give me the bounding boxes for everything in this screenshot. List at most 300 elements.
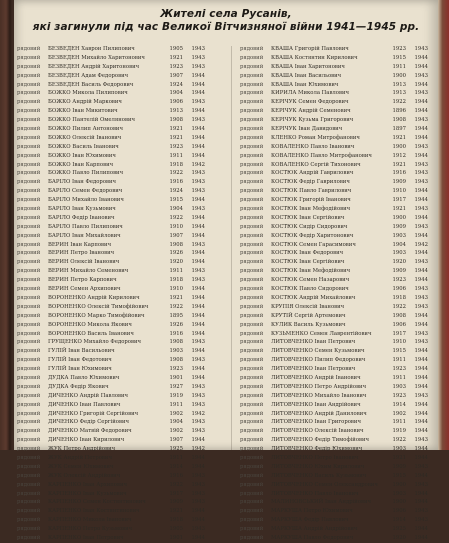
death-year: 1943	[414, 286, 428, 293]
death-year: 1943	[191, 268, 205, 275]
rank: рядовий	[17, 374, 41, 381]
name: ДИЧЕНКО Федір Сергійович	[48, 419, 129, 426]
name: КОСТЮК Федір Гаврилович	[271, 179, 350, 186]
birth-year: 1900	[392, 499, 406, 506]
death-year: 1944	[414, 401, 428, 408]
name: КОВАЛЕНКО Сергій Тихонович	[271, 161, 361, 168]
list-item	[17, 63, 207, 72]
list-item	[240, 285, 430, 294]
birth-year: 1902	[392, 410, 406, 417]
death-year: 1943	[414, 117, 428, 124]
rank: рядовий	[17, 90, 41, 97]
list-item	[240, 241, 430, 250]
rank: рядовий	[240, 117, 264, 124]
rank: рядовий	[17, 161, 41, 168]
rank: рядовий	[17, 277, 41, 284]
list-item	[17, 134, 207, 143]
rank: рядовий	[17, 517, 41, 524]
list-item	[240, 463, 430, 472]
death-year: 1944	[191, 366, 205, 373]
name: КАРПЕНКО Семен Костянтинович	[48, 499, 146, 506]
birth-year: 1910	[169, 286, 183, 293]
name: КОСТЮК Сидір Сидорович	[271, 223, 348, 230]
death-year: 1944	[191, 312, 205, 319]
death-year: 1943	[414, 294, 428, 301]
death-year: 1943	[191, 117, 205, 124]
birth-year: 1911	[169, 454, 183, 461]
rank: рядовий	[240, 197, 264, 204]
rank: рядовий	[240, 472, 264, 479]
death-year: 1944	[191, 374, 205, 381]
death-year: 1944	[191, 259, 205, 266]
name: КВАША Григорій Павлович	[271, 46, 349, 52]
birth-year: 1900	[392, 481, 406, 488]
birth-year: 1923	[392, 277, 406, 284]
name: БОЖКО Олексій Іванович	[48, 134, 122, 141]
death-year: 1944	[414, 526, 428, 533]
list-item	[17, 152, 207, 161]
death-year: 1944	[191, 134, 205, 141]
death-year: 1944	[414, 321, 428, 328]
death-year: 1942	[191, 410, 205, 417]
list-item	[17, 294, 207, 303]
death-year: 1944	[191, 214, 205, 221]
list-item	[17, 196, 207, 205]
rank: рядовий	[17, 508, 41, 515]
name: ЛИТОВЧЕНКО Петро Андрійович	[271, 383, 367, 390]
birth-year: 1906	[392, 286, 406, 293]
birth-year: 1903	[169, 348, 183, 355]
page-title-line-2: які загинули під час Великої Вітчизняної війни 1941—1945 рр.	[32, 21, 420, 33]
list-item	[17, 507, 207, 516]
birth-year: 1925	[392, 526, 406, 533]
death-year: 1944	[191, 197, 205, 204]
birth-year: 1903	[392, 490, 406, 497]
list-item	[240, 161, 430, 170]
rank: рядовий	[240, 303, 264, 310]
birth-year: 1901	[169, 534, 183, 541]
death-year: 1944	[414, 214, 428, 221]
rank: рядовий	[17, 117, 41, 124]
list-item	[240, 232, 430, 241]
birth-year: 1902	[169, 428, 183, 435]
death-year: 1943	[414, 437, 428, 444]
death-year: 1944	[414, 312, 428, 319]
name: ДУДКА Павло Юхимович	[48, 374, 120, 381]
name: КОСТЮК Іван Сергійович	[271, 259, 345, 266]
list-item	[240, 330, 430, 339]
list-item	[240, 134, 430, 143]
list-item	[240, 427, 430, 436]
birth-year: 1901	[169, 374, 183, 381]
name: КАРПЕНКО Іван Петрович	[48, 534, 124, 541]
list-item	[17, 427, 207, 436]
birth-year: 1921	[169, 54, 183, 61]
rank: рядовий	[17, 108, 41, 115]
list-item	[17, 89, 207, 98]
list-item	[17, 392, 207, 401]
rank: рядовий	[240, 437, 264, 444]
list-item	[17, 276, 207, 285]
birth-year: 1916	[392, 170, 406, 177]
list-item	[17, 72, 207, 81]
name: БАРІЛО Федір Іванович	[48, 214, 115, 221]
birth-year: 1920	[392, 259, 406, 266]
death-year: 1943	[414, 508, 428, 515]
birth-year: 1900	[392, 72, 406, 79]
list-item	[17, 54, 207, 63]
death-year: 1944	[414, 419, 428, 426]
name: КЕРІЧУК Андрій Семенович	[271, 108, 351, 115]
birth-year: 1914	[392, 401, 406, 408]
birth-year: 1920	[392, 534, 406, 541]
death-year: 1942	[191, 446, 205, 453]
name: ВЕРИН Петро Іванович	[48, 250, 115, 257]
list-item	[17, 285, 207, 294]
rank: рядовий	[240, 179, 264, 186]
rank: рядовий	[17, 188, 41, 195]
rank: рядовий	[240, 81, 264, 88]
death-year: 1943	[191, 401, 205, 408]
name: ВОРОНЕНКО Микола Якович	[48, 321, 132, 328]
birth-year: 1914	[169, 463, 183, 470]
death-year: 1944	[191, 250, 205, 257]
death-year: 1943	[191, 277, 205, 284]
name: ЛИТОВЧЕНКО Петро Іванович	[271, 454, 359, 461]
rank: рядовий	[240, 410, 264, 417]
name: ДИЧЕНКО Іван Кирилович	[48, 437, 125, 444]
rank: рядовий	[240, 46, 264, 52]
name: БОЖКО Микола Пилипович	[48, 90, 128, 97]
name: БАРІЛО Михайло Іванович	[48, 197, 124, 204]
rank: рядовий	[17, 223, 41, 230]
death-year: 1943	[414, 143, 428, 150]
birth-year: 1909	[392, 463, 406, 470]
name: МАЛИНОВСЬКИЙ Іван Андрійович	[271, 499, 372, 506]
list-item	[240, 178, 430, 187]
rank: рядовий	[17, 54, 41, 61]
rank: рядовий	[17, 419, 41, 426]
name: БОЖКО Василь Іванович	[48, 143, 119, 150]
rank: рядовий	[240, 463, 264, 470]
death-year: 1944	[191, 286, 205, 293]
rank: рядовий	[17, 214, 41, 221]
death-year: 1943	[191, 339, 205, 346]
death-year: 1943	[414, 179, 428, 186]
death-year: 1943	[191, 54, 205, 61]
rank: рядовий	[240, 357, 264, 364]
rank: рядовий	[17, 303, 41, 310]
birth-year: 1919	[392, 428, 406, 435]
death-year: 1943	[414, 259, 428, 266]
name: БОЖКО Іван Карпович	[48, 161, 114, 168]
death-year: 1944	[414, 232, 428, 239]
rank: рядовий	[240, 152, 264, 159]
rank: рядовий	[17, 330, 41, 337]
rank: рядовий	[17, 437, 41, 444]
birth-year: 1922	[169, 481, 183, 488]
name: ЛИТОВЧЕНКО Семен Олександрович	[271, 481, 378, 488]
rank: рядовий	[240, 126, 264, 133]
rank: рядовий	[240, 312, 264, 319]
list-item	[240, 196, 430, 205]
name: БЕЗВЕДЕН Хаврон Пилипович	[48, 46, 135, 52]
name: КОСТЮК Федір Харитонович	[271, 232, 354, 239]
rank: рядовий	[17, 392, 41, 399]
name: БОЖКО Іван Юхимович	[48, 152, 116, 159]
name: ГРУЩЕНКО Михайло Федорович	[48, 339, 141, 346]
list-item	[17, 330, 207, 339]
list-item	[17, 143, 207, 152]
list-item	[240, 98, 430, 107]
birth-year: 1906	[169, 99, 183, 106]
rank: рядовий	[17, 321, 41, 328]
list-item	[240, 169, 430, 178]
rank: рядовий	[17, 134, 41, 141]
death-year: 1944	[414, 99, 428, 106]
death-year: 1943	[191, 392, 205, 399]
list-item	[17, 436, 207, 445]
list-item	[240, 418, 430, 427]
birth-year: 1895	[169, 312, 183, 319]
death-year: 1943	[191, 472, 205, 479]
memorial-page	[14, 0, 438, 541]
death-year: 1944	[191, 90, 205, 97]
death-year: 1944	[414, 188, 428, 195]
list-item	[17, 107, 207, 116]
list-item	[240, 338, 430, 347]
rank: рядовий	[240, 241, 264, 248]
birth-year: 1911	[392, 419, 406, 426]
rank: рядовий	[240, 63, 264, 70]
list-item	[240, 436, 430, 445]
list-item	[240, 276, 430, 285]
name: ДУДКА Федір Якович	[48, 383, 109, 390]
list-item	[240, 472, 430, 481]
rank: рядовий	[240, 72, 264, 79]
list-item	[17, 205, 207, 214]
death-year: 1943	[414, 463, 428, 470]
death-year: 1944	[191, 508, 205, 515]
death-year: 1944	[414, 197, 428, 204]
birth-year: 1922	[392, 303, 406, 310]
list-item	[240, 374, 430, 383]
list-item	[240, 81, 430, 90]
birth-year: 1910	[392, 339, 406, 346]
death-year: 1943	[191, 63, 205, 70]
rank: рядовий	[240, 161, 264, 168]
death-year: 1944	[414, 410, 428, 417]
list-item	[17, 383, 207, 392]
rank: рядовий	[240, 54, 264, 61]
death-year: 1943	[191, 481, 205, 488]
name: КАРПЕНКО Іван Костянтинович	[48, 508, 140, 515]
rank: рядовий	[240, 294, 264, 301]
birth-year: 1926	[169, 321, 183, 328]
list-item	[240, 249, 430, 258]
rank: рядовий	[17, 206, 41, 213]
birth-year: 1916	[169, 330, 183, 337]
birth-year: 1896	[392, 108, 406, 115]
death-year: 1943	[191, 46, 205, 52]
death-year: 1942	[414, 241, 428, 248]
death-year: 1944	[191, 108, 205, 115]
birth-year: 1921	[392, 454, 406, 461]
name: КОСТЮК Павло Сидорович	[271, 286, 349, 293]
name: БАРІЛО Іван Федорович	[48, 179, 117, 186]
list-item	[17, 418, 207, 427]
name: ЛИТОВЧЕНКО Семен Кузьмович	[271, 348, 365, 355]
rank: рядовий	[17, 339, 41, 346]
death-year: 1944	[191, 454, 205, 461]
rank: рядовий	[17, 357, 41, 364]
birth-year: 1911	[392, 357, 406, 364]
rank: рядовий	[17, 63, 41, 70]
death-year: 1944	[191, 81, 205, 88]
list-item	[17, 525, 207, 534]
name: КОСТЮК Іван Федорович	[271, 250, 344, 257]
death-year: 1944	[414, 126, 428, 133]
birth-year: 1902	[169, 410, 183, 417]
name: ЖУК Олексій Андрійович	[48, 472, 121, 479]
list-item	[17, 161, 207, 170]
birth-year: 1909	[392, 268, 406, 275]
birth-year: 1921	[169, 134, 183, 141]
birth-year: 1922	[169, 214, 183, 221]
rank: рядовий	[240, 170, 264, 177]
death-year: 1943	[191, 357, 205, 364]
birth-year: 1918	[392, 294, 406, 301]
death-year: 1943	[191, 170, 205, 177]
list-item	[240, 125, 430, 134]
name: КОСТЮК Семен Гарасимович	[271, 241, 356, 248]
rank: рядовий	[17, 81, 41, 88]
rank: рядовий	[17, 268, 41, 275]
birth-year: 1922	[169, 303, 183, 310]
name: БЕЗВЕДЕН Михайло Харитонович	[48, 54, 145, 61]
rank: рядовий	[240, 214, 264, 221]
birth-year: 1897	[392, 126, 406, 133]
names-column-left	[17, 45, 207, 543]
rank: рядовий	[17, 428, 41, 435]
birth-year: 1911	[392, 63, 406, 70]
list-item	[240, 481, 430, 490]
list-item	[17, 463, 207, 472]
rank: рядовий	[240, 366, 264, 373]
death-year: 1943	[414, 339, 428, 346]
name: БАРІЛО Іван Кузьмович	[48, 206, 116, 213]
death-year: 1943	[414, 46, 428, 52]
death-year: 1944	[191, 303, 205, 310]
list-item	[240, 490, 430, 499]
rank: рядовий	[17, 348, 41, 355]
name: КЕРІЧУК Семен Федорович	[271, 99, 349, 106]
name: КОСТЮК Семен Назарович	[271, 277, 350, 284]
rank: рядовий	[240, 259, 264, 266]
birth-year: 1915	[169, 197, 183, 204]
name: КАРПЕНКО Іван Архипович	[48, 481, 128, 488]
rank: рядовий	[17, 454, 41, 461]
list-item	[17, 347, 207, 356]
rank: рядовий	[240, 143, 264, 150]
name: ДИЧЕНКО Андрій Павлович	[48, 392, 129, 399]
death-year: 1943	[414, 206, 428, 213]
name: КЕРІЧУК Кузьма Григорович	[271, 117, 354, 124]
name: БОЖКО Андрій Маркович	[48, 99, 122, 106]
rank: рядовий	[17, 499, 41, 506]
list-item	[240, 321, 430, 330]
name: ГУЛІЙ Іван Федотович	[48, 357, 112, 364]
name: БОЖКО Іван Микитович	[48, 108, 118, 115]
rank: рядовий	[240, 250, 264, 257]
birth-year: 1925	[169, 446, 183, 453]
birth-year: 1921	[392, 206, 406, 213]
birth-year: 1918	[169, 277, 183, 284]
death-year: 1944	[191, 72, 205, 79]
list-item	[17, 498, 207, 507]
name: КЕРІЧУК Іван Давидович	[271, 126, 343, 133]
name: ВОРОНЕНКО Василь Іванович	[48, 330, 134, 337]
rank: рядовий	[240, 428, 264, 435]
death-year: 1944	[414, 348, 428, 355]
list-item	[240, 214, 430, 223]
birth-year: 1903	[392, 232, 406, 239]
birth-year: 1910	[169, 223, 183, 230]
rank: рядовий	[17, 383, 41, 390]
rank: рядовий	[240, 99, 264, 106]
birth-year: 1918	[169, 161, 183, 168]
list-item	[17, 258, 207, 267]
rank: рядовий	[17, 472, 41, 479]
birth-year: 1914	[392, 517, 406, 524]
name: ВЕРИН Михайло Семенович	[48, 268, 129, 275]
death-year: 1943	[191, 188, 205, 195]
rank: рядовий	[17, 99, 41, 106]
list-item	[17, 267, 207, 276]
birth-year: 1910	[392, 188, 406, 195]
birth-year: 1904	[392, 241, 406, 248]
rank: рядовий	[17, 410, 41, 417]
rank: рядовий	[240, 348, 264, 355]
birth-year: 1926	[169, 250, 183, 257]
list-item	[240, 143, 430, 152]
list-item	[17, 338, 207, 347]
name: ЛИТОВЧЕНКО Федір Тимофійович	[271, 437, 370, 444]
list-item	[240, 410, 430, 419]
rank: рядовий	[240, 188, 264, 195]
rank: рядовий	[240, 454, 264, 461]
name: ДИЧЕНКО Іван Павлович	[48, 401, 121, 408]
list-item	[17, 232, 207, 241]
death-year: 1944	[414, 366, 428, 373]
birth-year: 1907	[169, 437, 183, 444]
name: МАРКУША Андрій Андрійович	[271, 526, 358, 533]
rank: рядовий	[17, 72, 41, 79]
death-year: 1944	[414, 357, 428, 364]
birth-year: 1907	[169, 72, 183, 79]
death-year: 1944	[414, 490, 428, 497]
rank: рядовий	[17, 241, 41, 248]
list-item	[240, 365, 430, 374]
list-item	[17, 401, 207, 410]
name: КАРПЕНКО Микола Іванович	[48, 517, 132, 524]
death-year: 1944	[414, 374, 428, 381]
death-year: 1943	[414, 72, 428, 79]
death-year: 1943	[414, 90, 428, 97]
column-divider	[231, 46, 232, 450]
name: ВОРОНЕНКО Олексій Тимофійович	[48, 303, 149, 310]
death-year: 1944	[191, 348, 205, 355]
